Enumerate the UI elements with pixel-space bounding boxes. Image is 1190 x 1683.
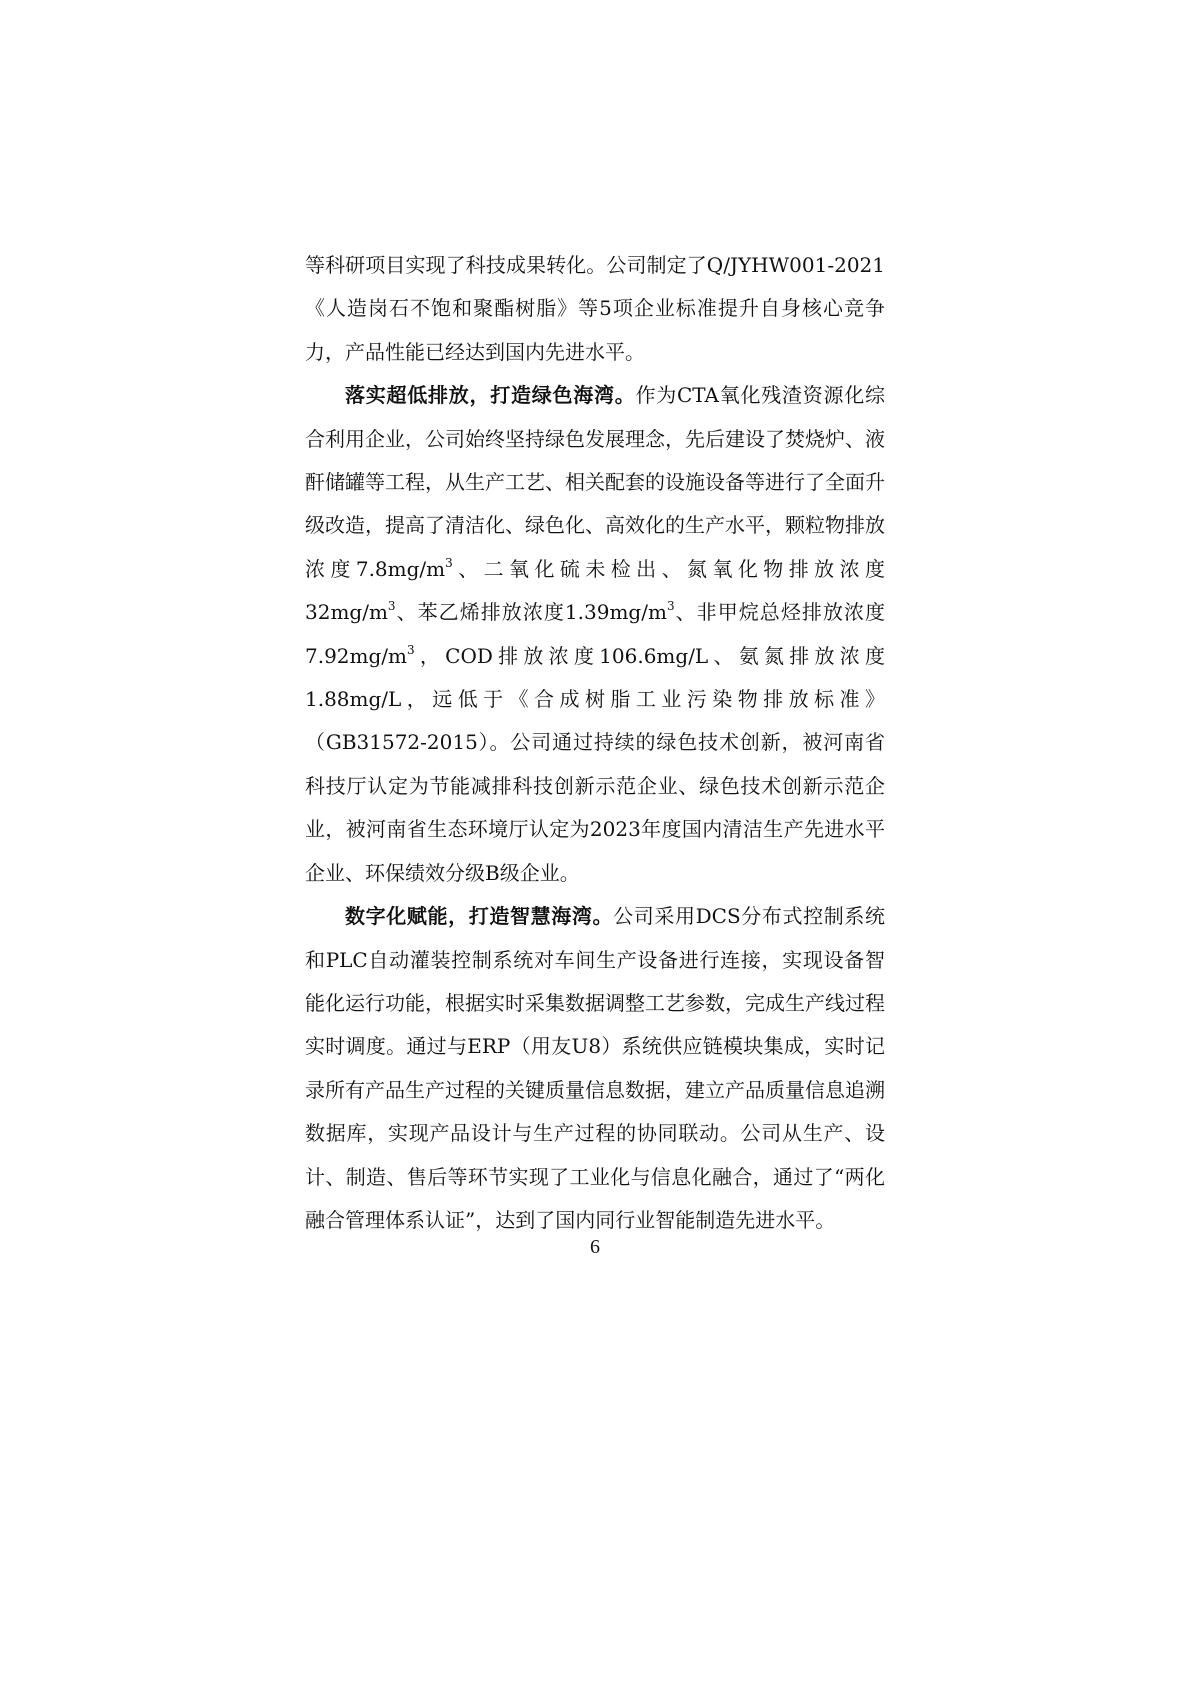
paragraph-text: 公司采用DCS分布式控制系统和PLC自动灌装控制系统对车间生产设备进行连接，实现设备智能化运行功能，根据实时采集数据调整工艺参数，完成生产线过程实时调度。通过与ERP（用友U8）系统供应链模块集成，实时记录所有产品生产过程的关键质量信息数据，建立产品质量信息追溯数据库，实现产品设计与生产过程的协同联动。公司从生产、设计、制造、售后等环节实现了工业化与信息化融合，通过了“两化融合管理体系认证”，达到了国内同行业智能制造先进水平。 bbox=[305, 904, 886, 1232]
paragraph-text-segment: 作为CTA氧化残渣资源化综合利用企业，公司始终坚持绿色发展理念，先后建设了焚烧炉、液酐储罐等工程，从生产工艺、相关配套的设施设备等进行了全面升级改造，提高了清洁化、绿色化、高效化的生产水平，颗粒物排放浓度7.8mg/m bbox=[305, 383, 885, 581]
paragraph-text-segment: 、苯乙烯排放浓度1.39mg/m bbox=[395, 600, 667, 625]
page-number: 6 bbox=[590, 1236, 600, 1258]
paragraph-text-segment: ，COD排放浓度106.6mg/L、氨氮排放浓度1.88mg/L，远低于《合成树脂工业污染物排放标准》（GB31572-2015）。公司通过持续的绿色技术创新，被河南省科技厅认定为节能减排科技创新示范企业、绿色技术创新示范企业，被河南省生态环境厅认定为2023年度国内清洁生产先进水平企业、环保绩效分级B级企业。 bbox=[305, 643, 885, 885]
paragraph-digital-empowerment bbox=[305, 895, 885, 1242]
paragraph-green-emissions bbox=[305, 374, 885, 895]
paragraph-text-segment: 、非甲烷总烃排放浓度7.92mg/m bbox=[305, 600, 885, 668]
paragraph-lead-heading: 数字化赋能，打造智慧海湾。 bbox=[345, 904, 614, 929]
document-body bbox=[305, 244, 885, 1242]
superscript-exponent: 3 bbox=[387, 599, 396, 614]
paragraph-lead-heading: 落实超低排放，打造绿色海湾。 bbox=[345, 383, 636, 408]
superscript-exponent: 3 bbox=[407, 642, 415, 657]
paragraph-text: 等科研项目实现了科技成果转化。公司制定了Q/JYHW001-2021《人造岗石不饱和聚酯树脂》等5项企业标准提升自身核心竞争力，产品性能已经达到国内先进水平。 bbox=[305, 253, 885, 364]
superscript-exponent: 3 bbox=[445, 555, 453, 570]
superscript-exponent: 3 bbox=[666, 599, 675, 614]
paragraph-research-results bbox=[305, 244, 885, 374]
paragraph-text-segment: 、二氧化硫未检出、氮氧化物排放浓度32mg/m bbox=[305, 556, 886, 625]
